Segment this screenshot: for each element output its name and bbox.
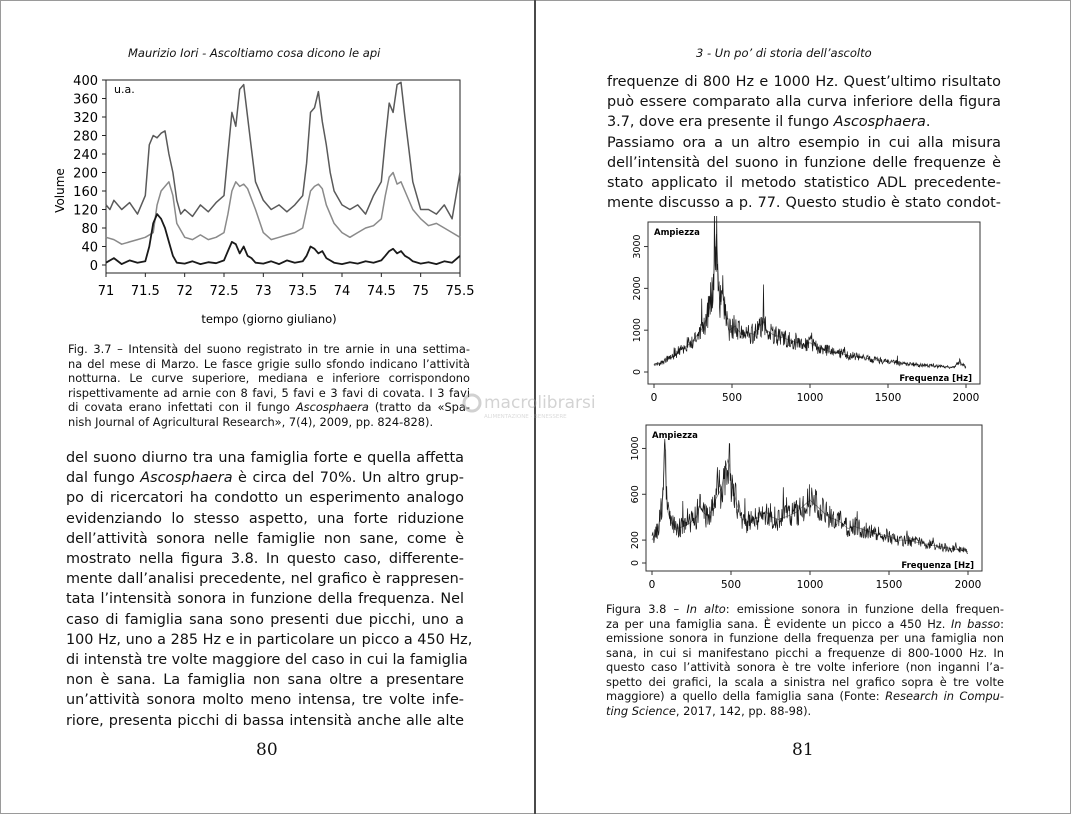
text-line: caso di famiglia sana sono presenti due picchi, uno a: [66, 611, 464, 628]
caption-line: Fig. 3.7 – Intensità del suono registrato in tre arnie in una settima-: [68, 342, 470, 356]
text-line: evidenziando lo stesso aspetto, una forte riduzione: [66, 510, 464, 527]
frequency-label: Frequenza [Hz]: [899, 374, 972, 384]
y-tick-label: 400: [73, 74, 98, 89]
x-tick-label: 75: [412, 284, 429, 299]
text-line: può essere comparato alla curva inferiore della figura: [607, 94, 1001, 111]
y-tick-label: 1000: [630, 436, 641, 461]
text-line: 3.7, dove era presente il fungo Ascosphaera.: [607, 114, 931, 131]
series-line: [654, 234, 966, 368]
x-tick-label: 74: [333, 284, 351, 299]
text-line: un’attività sonora molto meno intensa, tre volte infe-: [66, 692, 464, 709]
caption-line: ting Science, 2017, 142, pp. 88-98).: [606, 703, 812, 718]
left-page-number: 80: [256, 740, 278, 760]
left-body-text: [66, 448, 473, 731]
x-tick-label: 500: [720, 579, 742, 591]
text-line: del suono diurno tra una famiglia forte e quella affetta: [66, 450, 464, 466]
y-tick-label: 0: [89, 259, 98, 274]
text-line: stato applicato il metodo statistico ADL precedente-: [607, 175, 1001, 192]
y-tick-label: 600: [630, 485, 641, 504]
spectrum-noise: [654, 216, 966, 368]
x-tick-label: 0: [650, 392, 658, 404]
figure-3-8-caption: [606, 602, 1004, 718]
x-tick-label: 74.5: [366, 284, 396, 299]
right-page-number: 81: [792, 740, 814, 760]
figure-3-7-chart: [0, 70, 534, 330]
y-tick-label: 320: [73, 111, 98, 126]
macrolibrarsi-watermark: [462, 388, 602, 422]
caption-line: questo caso l’attività sonora è tre volte inferiore (non inganni l’a-: [606, 660, 1004, 674]
left-page: [0, 0, 534, 814]
caption-line: maggiore) a quello della famiglia sana (Fonte: Research in Compu-: [606, 689, 1004, 703]
frequency-label: Frequenza [Hz]: [901, 561, 974, 571]
text-line: dal fungo Ascosphaera è circa del 70%. Un altro grup-: [66, 470, 464, 487]
caption-line: notturna. Le curve superiore, mediana e inferiore corrispondono: [68, 371, 470, 385]
y-tick-label: 0: [632, 368, 643, 376]
text-line: 100 Hz, uno a 285 Hz e in particolare un picco a 450 Hz,: [66, 631, 473, 648]
y-tick-label: 160: [73, 185, 98, 200]
x-tick-label: 72: [176, 284, 193, 299]
y-tick-label: 80: [81, 222, 98, 237]
x-tick-label: 75.5: [445, 284, 475, 299]
plot-frame: [106, 80, 460, 273]
y-tick-label: 240: [73, 148, 98, 163]
right-page: [536, 0, 1071, 814]
x-tick-label: 0: [648, 579, 656, 591]
y-tick-label: 2000: [632, 276, 643, 301]
y-tick-label: 120: [73, 203, 98, 219]
x-tick-label: 73: [255, 284, 272, 299]
plot-frame: [648, 222, 980, 384]
series-line: [652, 443, 968, 552]
x-tick-label: 1500: [874, 392, 902, 404]
right-running-head: 3 - Un po’ di storia dell’ascolto: [696, 46, 872, 60]
figure-3-7-caption: [68, 342, 470, 429]
x-tick-label: 71: [97, 284, 115, 299]
text-line: riore, presenta picchi di bassa intensità anche alle alte: [66, 712, 464, 729]
text-line: tata l’intensità sonora in funzione della frequenza. Nel: [66, 591, 464, 608]
figure-3-8-bottom-chart: [536, 418, 1071, 603]
x-tick-label: 71.5: [130, 284, 160, 299]
x-tick-label: 72.5: [209, 284, 239, 299]
caption-line: za per una famiglia sana. È evidente un picco a 450 Hz. In basso:: [606, 616, 1004, 631]
amplitude-label: Ampiezza: [652, 431, 698, 441]
y-tick-label: 200: [630, 531, 641, 550]
y-tick-label: 1000: [632, 318, 643, 343]
caption-line: sana, in cui si manifestano picchi a frequenze di 800-1000 Hz. In: [606, 645, 1004, 660]
y-tick-label: 3000: [632, 234, 643, 259]
y-axis-title: Volume: [53, 168, 67, 213]
x-tick-label: 2000: [952, 392, 980, 404]
x-tick-label: 1000: [796, 579, 824, 591]
text-line: mente discusso a p. 77. Questo studio è stato condot-: [607, 195, 1001, 212]
text-line: po di ricercatori ha condotto un esperimento analogo: [66, 490, 464, 507]
watermark-subtext: ALIMENTAZIONE · BENESSERE: [484, 414, 567, 420]
unit-annotation: u.a.: [114, 83, 135, 96]
y-tick-label: 280: [73, 129, 98, 145]
x-axis-title: tempo (giorno giuliano): [201, 312, 337, 326]
amplitude-label: Ampiezza: [654, 228, 700, 238]
text-line: frequenze di 800 Hz e 1000 Hz. Quest’ultimo risultato: [607, 74, 1001, 90]
caption-line: emissione sonora in funzione della frequenza per una famiglia non: [606, 631, 1004, 645]
text-line: mostrato nella figura 3.8. In questo caso, differente-: [66, 551, 464, 568]
watermark-logo-icon: [464, 395, 480, 411]
right-body-text: [607, 72, 1001, 213]
y-tick-label: 40: [81, 240, 98, 256]
caption-line: nish Journal of Agricultural Research», 7(4), 2009, pp. 824-828).: [68, 414, 434, 429]
x-tick-label: 500: [721, 392, 743, 404]
y-tick-label: 200: [73, 166, 98, 182]
text-line: mente dall’analisi precedente, nel grafico è rappresen-: [66, 571, 464, 588]
series-line: [106, 214, 460, 264]
spectrum-noise: [652, 439, 968, 554]
text-line: non è sana. La famiglia non sana oltre a presentare: [66, 672, 464, 689]
caption-line: rispettivamente ad arnie con 8 favi, 5 favi e 3 favi di covata. I 3 favi: [68, 385, 470, 400]
text-line: Passiamo ora a un altro esempio in cui alla misura: [607, 134, 1001, 151]
caption-line: Figura 3.8 – In alto: emissione sonora in funzione della frequen-: [606, 602, 1004, 616]
x-tick-label: 1000: [796, 392, 824, 404]
watermark-text: macrolibrarsi: [484, 393, 596, 413]
y-tick-label: 0: [630, 559, 641, 567]
text-line: dell’attività sonora nelle famiglie non sane, come è: [66, 530, 464, 547]
left-running-head: Maurizio Iori - Ascoltiamo cosa dicono le api: [128, 46, 381, 60]
caption-line: na del mese di Marzo. Le fasce grigie sullo sfondo indicano l’attività: [68, 356, 470, 371]
caption-line: di covata erano infettati con il fungo Ascosphaera (tratto da «Spa-: [68, 400, 470, 414]
x-tick-label: 2000: [954, 579, 982, 591]
figure-3-8-top-chart: [536, 216, 1071, 416]
text-line: dell’intensità del suono in funzione delle frequenze è: [607, 154, 1001, 171]
x-tick-label: 73.5: [288, 284, 318, 299]
y-tick-label: 360: [73, 92, 98, 108]
text-line: di intenstà tre volte maggiore del caso in cui la famiglia: [66, 652, 468, 669]
caption-line: spetto dei grafici, la scala a sinistra nel grafico sopra è tre volte: [606, 674, 1004, 689]
x-tick-label: 1500: [875, 579, 903, 591]
